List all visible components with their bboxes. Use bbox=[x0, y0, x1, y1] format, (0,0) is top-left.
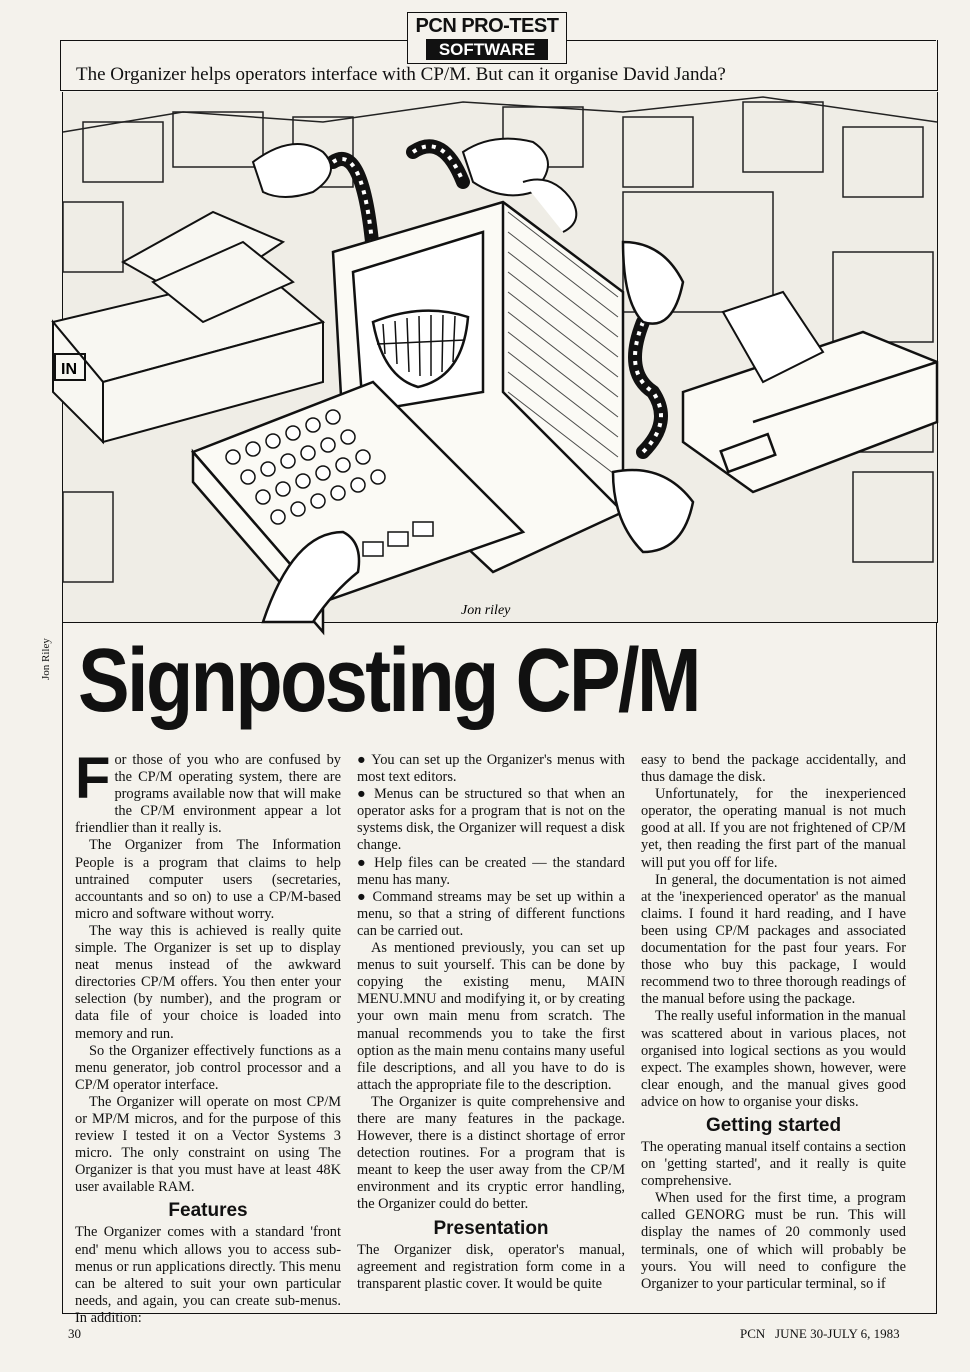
page-number: 30 bbox=[68, 1326, 81, 1341]
bullet-item: ● Menus can be structured so that when an operator asks for a program that is not on the systems disk, the Organizer will request a disk change. bbox=[357, 786, 625, 854]
subheading-getting-started: Getting started bbox=[705, 1114, 842, 1136]
article-frame-right bbox=[936, 622, 937, 1314]
paragraph: The Organizer will operate on most CP/M or MP/M micros, and for the purpose of this review I tested it on a Vector Systems 3 micro. The only constraint on using The Organizer is that you must have at least 48K user available RAM. bbox=[75, 1093, 341, 1196]
badge-category: SOFTWARE bbox=[426, 39, 548, 60]
illustrator-signature: Jon riley bbox=[461, 603, 511, 618]
drop-cap: F bbox=[75, 746, 111, 811]
paragraph: Unfortunately, for the inexperienced operator, the operating manual is not much good at all. If you are not frightened of CP/M yet, then reading the first part of the manual will put you off for life. bbox=[641, 786, 906, 871]
illustration-drawing bbox=[63, 92, 937, 622]
paragraph: The Organizer disk, operator's manual, agreement and registration form come in a transparent plastic cover. It would be quite bbox=[357, 1241, 625, 1292]
article-frame-left bbox=[62, 622, 63, 1314]
in-tray-label: IN bbox=[61, 361, 77, 378]
illustration-credit: Jon Riley bbox=[40, 638, 52, 680]
paragraph: The Organizer is quite comprehensive and there are many features in the package. However, there is a distinct shortage of error detection routines. For a program that is meant to keep the user away from the CP/M environment and its cryptic error handling, the Organizer could do better. bbox=[357, 1093, 625, 1213]
paragraph: When used for the first time, a program called GENORG must be run. This will display the names of 20 commonly used terminals, one of which will probably be yours. You will need to configure the Organizer to your particular terminal, so if bbox=[641, 1190, 906, 1292]
paragraph: So the Organizer effectively functions as a menu generator, job control processor and a CP/M operator interface. bbox=[75, 1042, 341, 1093]
article-column-1 bbox=[75, 746, 341, 1327]
paragraph: easy to bend the package accidentally, and thus damage the disk. bbox=[641, 752, 906, 786]
bullet-item: ● Command streams may be set up within a menu, so that a string of different functions can be carried out. bbox=[357, 888, 625, 939]
paragraph: In general, the documentation is not aimed at the 'inexperienced operator' as the manual claims. I found it hard reading, and I have been using CP/M packages and associated documentation for the past four years. For those who buy this package, I would recommend two to three thorough readings of the manual before using the package. bbox=[641, 871, 906, 1008]
paragraph: The Organizer from The Information People is a program that claims to help untrained computer users (secretaries, accountants and so on) to use a CP/M-based micro and software without worry. bbox=[75, 837, 341, 922]
publication-dateline: PCN JUNE 30-JULY 6, 1983 bbox=[740, 1326, 900, 1341]
paragraph: The Organizer comes with a standard 'front end' menu which allows you to access sub-menus or run applications directly. This menu can be altered to suit your own particular needs, and again, you can create sub-menus. In addition: bbox=[75, 1224, 341, 1326]
article-headline: Signposting CP/M bbox=[78, 631, 699, 731]
paragraph: As mentioned previously, you can set up menus to suit yourself. This can be done by copying the existing menu, MAIN MENU.MNU and modifying it, or by creating your own main menu from scratch. The manual recommends you to take the first option as the main menu contains many useful file descriptions, and all you have to do is attach the appropriate file to the description. bbox=[357, 940, 625, 1093]
paragraph: The really useful information in the manual was scattered about in various places, not organised into logical sections as you would expect. The examples shown, however, were clear enough, and the manual gives good advice on how to organise your disks. bbox=[641, 1008, 906, 1110]
subheading-features: Features bbox=[168, 1200, 248, 1222]
article-column-3 bbox=[641, 752, 906, 1293]
bullet-item: ● Help files can be created — the standard menu has many. bbox=[357, 854, 625, 888]
paragraph: The operating manual itself contains a section on 'getting started', and it really is quite comprehensive. bbox=[641, 1138, 906, 1190]
section-badge bbox=[407, 12, 567, 64]
paragraph: The way this is achieved is really quite simple. The Organizer is set up to display neat menus instead of the awkward directories CP/M offers. You then enter your selection (by number), and the program or data file of your choice is loaded into memory and run. bbox=[75, 922, 341, 1042]
bullet-item: ● You can set up the Organizer's menus with most text editors. bbox=[357, 752, 625, 786]
cartoon-illustration bbox=[62, 92, 938, 623]
subheading-presentation: Presentation bbox=[433, 1217, 549, 1239]
article-column-2 bbox=[357, 752, 625, 1293]
standfirst: The Organizer helps operators interface with CP/M. But can it organise David Janda? bbox=[76, 64, 726, 85]
badge-title: PCN PRO-TEST bbox=[415, 15, 559, 37]
paragraph: or those of you who are confused by the CP/M operating system, there are programs available now that will make the CP/M environment appear a lot friendlier than it really is. bbox=[75, 752, 341, 837]
